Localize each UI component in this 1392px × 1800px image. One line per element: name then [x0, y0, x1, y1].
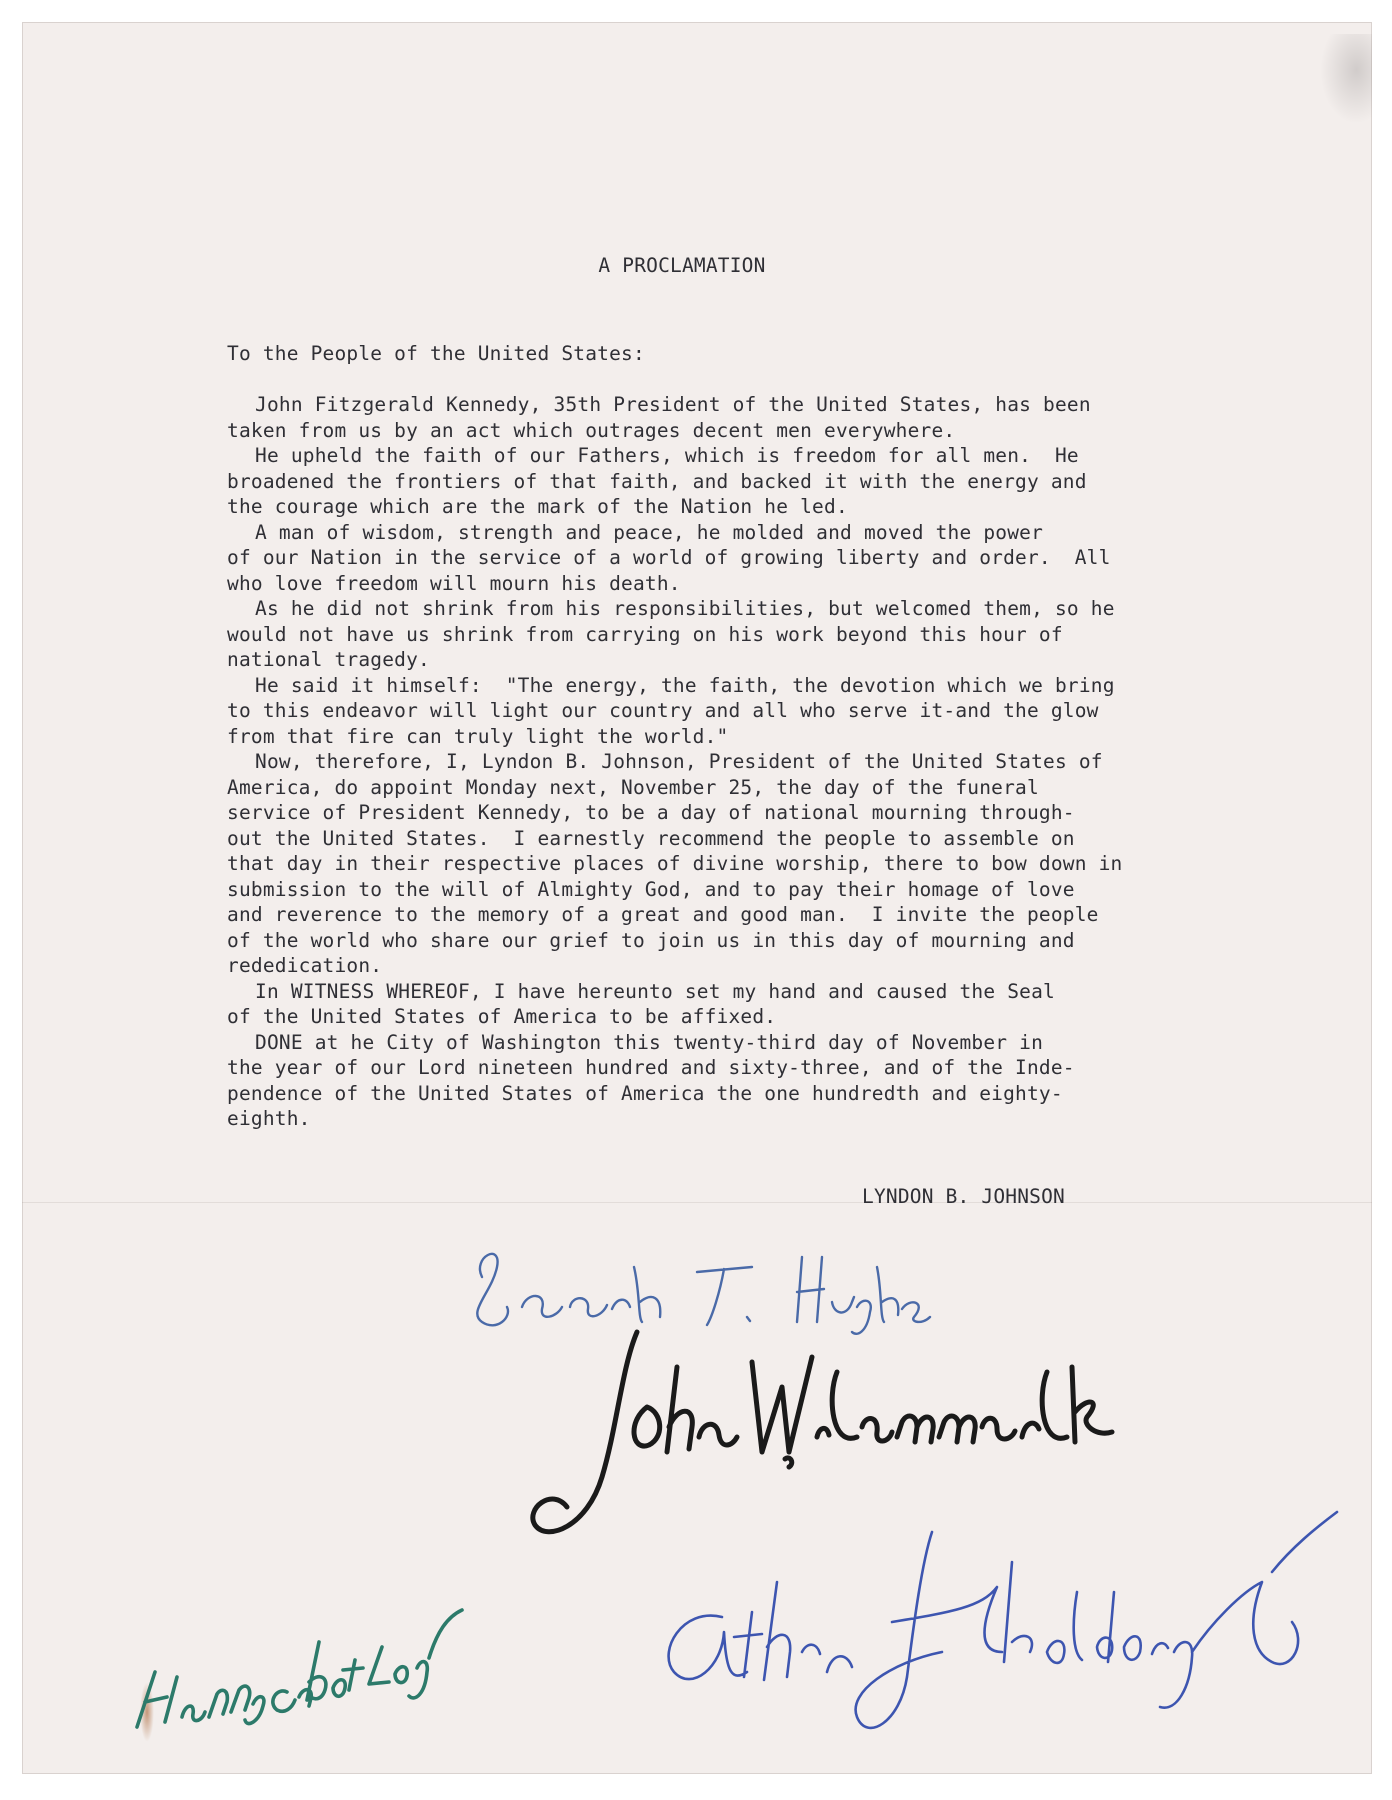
proclamation-line: He said it himself: "The energy, the faith, the devotion which we bring — [255, 673, 1115, 697]
proclamation-line: broadened the frontiers of that faith, and backed it with the energy and — [227, 469, 1087, 493]
proclamation-line: taken from us by an act which outrages decent men everywhere. — [227, 418, 956, 442]
proclamation-line: In WITNESS WHEREOF, I have hereunto set my hand and caused the Seal — [255, 979, 1055, 1003]
document-page — [22, 22, 1372, 1774]
proclamation-line: out the United States. I earnestly recommend the people to assemble on — [227, 826, 1075, 850]
proclamation-line: Now, therefore, I, Lyndon B. Johnson, President of the United States of — [255, 750, 1103, 773]
proclamation-line: He upheld the faith of our Fathers, which is freedom for all men. He — [255, 444, 1079, 467]
proclamation-line: the courage which are the mark of the Nation he led. — [227, 495, 848, 518]
proclamation-line: pendence of the United States of America the one hundredth and eighty- — [227, 1081, 1063, 1105]
proclamation-line: would not have us shrink from carrying on his work beyond this hour of — [227, 622, 1063, 646]
typed-signature: LYNDON B. JOHNSON — [862, 1185, 1065, 1208]
proclamation-line: national tragedy. — [227, 648, 430, 671]
proclamation-line: the year of our Lord nineteen hundred and sixty-three, and of the Inde- — [227, 1056, 1075, 1079]
proclamation-line: of the world who share our grief to join us in this day of mourning and — [227, 928, 1075, 952]
proclamation-line: DONE at he City of Washington this twenty-third day of November in — [255, 1030, 1044, 1054]
proclamation-line: America, do appoint Monday next, November 25, the day of the funeral — [227, 775, 1039, 799]
proclamation-line: As he did not shrink from his responsibilities, but welcomed them, so he — [255, 597, 1115, 620]
proclamation-line: of our Nation in the service of a world of growing liberty and order. All — [227, 546, 1111, 569]
proclamation-line: service of President Kennedy, to be a day of national mourning through- — [227, 801, 1075, 824]
proclamation-line: A man of wisdom, strength and peace, he molded and moved the power — [255, 520, 1044, 544]
signature-henry-cabot-lodge — [127, 1432, 467, 1752]
paper-fold-line — [22, 1202, 1372, 1203]
proclamation-line: that day in their respective places of divine worship, there to bow down in — [227, 852, 1123, 875]
proclamation-line: submission to the will of Almighty God, and to pay their homage of love — [227, 877, 1075, 901]
paper-corner-wear — [1320, 34, 1372, 124]
proclamation-line: who love freedom will mourn his death. — [227, 571, 681, 595]
proclamation-line: and reverence to the memory of a great and good man. I invite the people — [227, 903, 1099, 926]
proclamation-line: rededication. — [227, 954, 383, 977]
proclamation-line: from that fire can truly light the world." — [227, 724, 729, 748]
salutation: To the People of the United States: — [227, 342, 645, 365]
proclamation-line: of the United States of America to be affixed. — [227, 1005, 777, 1028]
proclamation-line: John Fitzgerald Kennedy, 35th President of the United States, has been — [255, 393, 1091, 416]
proclamation-title: A PROCLAMATION — [598, 254, 766, 277]
proclamation-line: to this endeavor will light our country and all who serve it-and the glow — [227, 699, 1099, 722]
proclamation-body — [227, 392, 1237, 1132]
signature-arthur-goldberg — [652, 1502, 1342, 1752]
proclamation-line: eighth. — [227, 1107, 311, 1130]
